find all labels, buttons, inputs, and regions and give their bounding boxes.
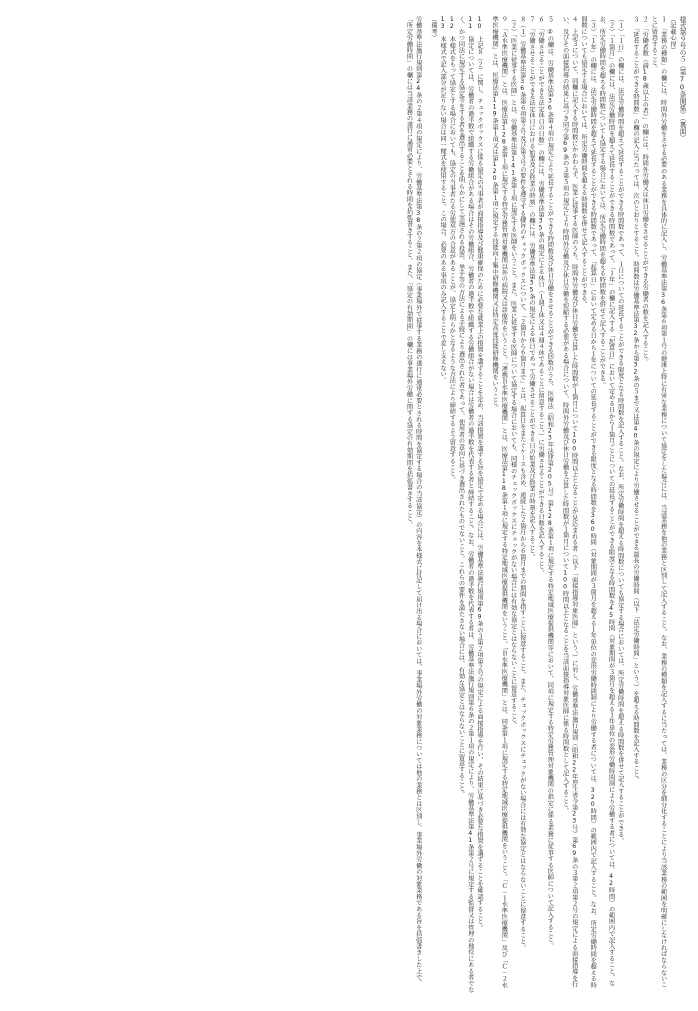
remarks-heading: （備考） bbox=[429, 16, 437, 41]
note-3-3: （３）「１年」の欄には、法定労働時間を超えて延長することができる時間数であって、「起算日」において定める日から１年についての延長することができる限度となる時間数を360時間（対象期間が３箇月を超える１年単位の変形労働時間制により労働する者については、320時間）の範囲内で記入すること。なお、所定労働時間を超える時間数についても協定する場合においては、所定労働時間を超える時間数を併せて記入することができる。 bbox=[579, 16, 597, 988]
note-13: 13 本様式で記入部分が足りない場合は同一様式を使用すること。この場合、必要のある事項のみ記入することで差し支えない。 bbox=[439, 16, 447, 384]
note-11: 11 協定については、労働者の過半数で組織する労働組合がある場合はその労働組合、労働者の過半数で組織する労働組合がない場合は労働者の過半数を代表する者と締結すること。なお、労働者の過半数を代表する者は、労働基準法施行規則第６条の２第１項の規定により、労働基準法第41条第２号に規定する監督又は管理の地位にある者でなく、かつ同法に規定する協定等をする者を選出することを明らかにして実施される投票、挙手等の方法による手続により選出された者であって、使用者の意向に基づき選出されたものでないこと。これらの要件を満たさない場合には、有効な協定とはならないことに留意すること。 bbox=[457, 16, 474, 993]
note-6: ６ 「労働させることができる法定休日の日数」の欄には、労働基準法第35条の規定による休日（１週１休又は４週４休であることに留意すること。）に労働させることができる日数を記入すること。 bbox=[537, 16, 545, 576]
notes-heading: （記載心得） bbox=[668, 16, 676, 54]
note-7: ７ 「労働させることができる法定休日における始業及び終業の時刻」の欄には、労働基準法第35条の規定による休日であって労働させることができる日の始業及び終業の時刻を記入すること。 bbox=[527, 16, 535, 561]
note-10: 10 上記８（２）に関し、チェックボックスに係る協定の当事者が面接指導及び健康確保のために必要な就業上の措置を講ずることを定め、当該措置を講ずる旨を協定で定める場合には、労働基準法施行規則第69条の３第２項第２号の規定による面接指導を行い、その結果に基づき必要な措置を講ずることを確認すること。 bbox=[475, 16, 483, 931]
note-1: １ 「業務の種類」の欄には、時間外労働をさせる必要のある業務を具体的に記入し、労働基準法第36条第６項第１号の健康上特に有害な業務について協定をした場合には、当該業務を他の業務と区別して記入すること。なお、業務の種類を記入するに当たっては、業務の区分を細分化することにより当該業務の範囲を明確にしなければならないことに留意すること。 bbox=[650, 16, 667, 988]
note-3-1: （１）「１日」の欄には、法定労働時間を超えて延長することができる時間数であって、１日についての延長することができる限度となる時間数を記入すること。なお、所定労働時間を超える時間数についても協定する場合においては、所定労働時間を超える時間数を併せて記入することができる。 bbox=[616, 16, 624, 844]
note-8-2: （２）「医業に従事する医師」とは、労働基準法第141条第１項に規定する医師をいうこと。また、医業に従事する医師について協定する場合においても、同様のチェックボックスにチェックがない場合には有効な協定とはならないことに留意すること。 bbox=[509, 16, 517, 729]
note-9: ９ 「Ａ水準医療機関」とは、医療法第128条第１項に規定する特定労務管理対象機関以外の病院又は診療所をいうこと。「連携Ｂ水準医療機関」とは、医療法第118条第１項に規定する特定地域医療提供機関をいうこと。「Ｂ水準医療機関」とは、同条第１項に規定する特定地域医療提供機関をいうこと。「Ｃ－１水準医療機関」及び「Ｃ－２水準医療機関」とは、医療法第119条第１項又は第120条第１項に規定する技能向上集中研修機関又は特定高度技能研修機関をいうこと。 bbox=[491, 16, 508, 988]
note-12: 12 本様式をもって協定とする場合においても、協定の当事者たる労使双方の合意があることが、協定上明らかとなるような方法により締結するよう留意すること。 bbox=[448, 16, 456, 483]
note-5: ５ ②の欄は、労働基準法第36条第４項の規定により延長することができる時間数及び休日労働をさせることができる回数のうち、医療法（昭和23年法律第205号）第128条第１項に規定する特定地域医療提供機関等において、同項に規定する特定労務管理対象機関の指定に係る業務に従事する医師について記入すること。 bbox=[546, 16, 554, 949]
note-3-2: （２）「１箇月」の欄には、法定労働時間を超えて延長することができる時間数であって、「１年」の欄に記入する「起算日」において定める日から１箇月ごとについての延長することができる限度となる時間数を45時間（対象期間が３箇月を超える１年単位の変形労働時間制により労働する者については、42時間）の範囲内で記入すること。なお、所定労働時間を超える時間数についても協定する場合においては、所定労働時間を超える時間数を併せて記入することができる。 bbox=[598, 16, 615, 987]
vertical-text-body bbox=[404, 16, 686, 993]
note-3: ３ 「延長することができる時間数」の欄の記入に当たっては、次のとおりとすること。時間数は労働基準法第32条から第32条の５まで又は第40条の規定により労働させることができる最長の労働時間（以下「法定労働時間」という。）を超える時間数を記入すること。 bbox=[631, 16, 639, 784]
note-4: ４ 上記３について、同欄に記入する時間数にかかわらず、医業に従事する医師のうち、時間外労働及び休日労働を合算した時間数が１箇月について100時間以上となることが見込まれる者（以下「面接指導対象医師」という。）に対し、労働基準法施行規則（昭和22年厚生省令第23号）第69条の３第２項第２号の規定による面接指導を行い、及びその面接指導の結果に基づき同令第69条の３第５項の規定により時間外労働及び休日労働を短縮する必要がある場合について、時間外労働及び休日労働を合算した時間数が１箇月について100時間以上となることを当該面接指導対象医師に係る時間数として記入すること。 bbox=[561, 16, 578, 988]
note-8-1: ８（１）労働基準法第36条第６項第２号及び第３号の要件を遵守する趣旨のチェックボックスについて、「２箇月から６箇月まで」とは、起算日をまたぐケースも含め、連続した２箇月から６箇月までの期間を指すことに留意すること。また、チェックボックスにチェックがない場合には有効な協定とはならないことに留意すること。 bbox=[518, 16, 526, 951]
form-title: 様式第９号の５（第70条関係）（裏面） bbox=[678, 16, 686, 141]
remark-1: 労働基準法施行規則第24条の２第４項の規定により、労働基準法第38条の２第２項の協定（事業場外で従事する業務の遂行に通常必要とされる時間を協定する場合の当該協定）の内容を本様式に付記して届け出る場合においては、事業場外労働の対象業務については他の業務とは区別し、事業場外労働の対象業務である旨を括弧書きした上で、「所定労働時間」の欄には当該業務の遂行に通常必要とされる時間を括弧書きすること。また、「協定の有効期間」の欄には事業場外労働に関する協定の有効期間を括弧書きすること。 bbox=[405, 16, 422, 987]
note-2: ２ 「労働者数（満18歳以上の者）」の欄には、時間外労働又は休日労働をさせることができる労働者の数を記入すること。 bbox=[641, 16, 649, 365]
